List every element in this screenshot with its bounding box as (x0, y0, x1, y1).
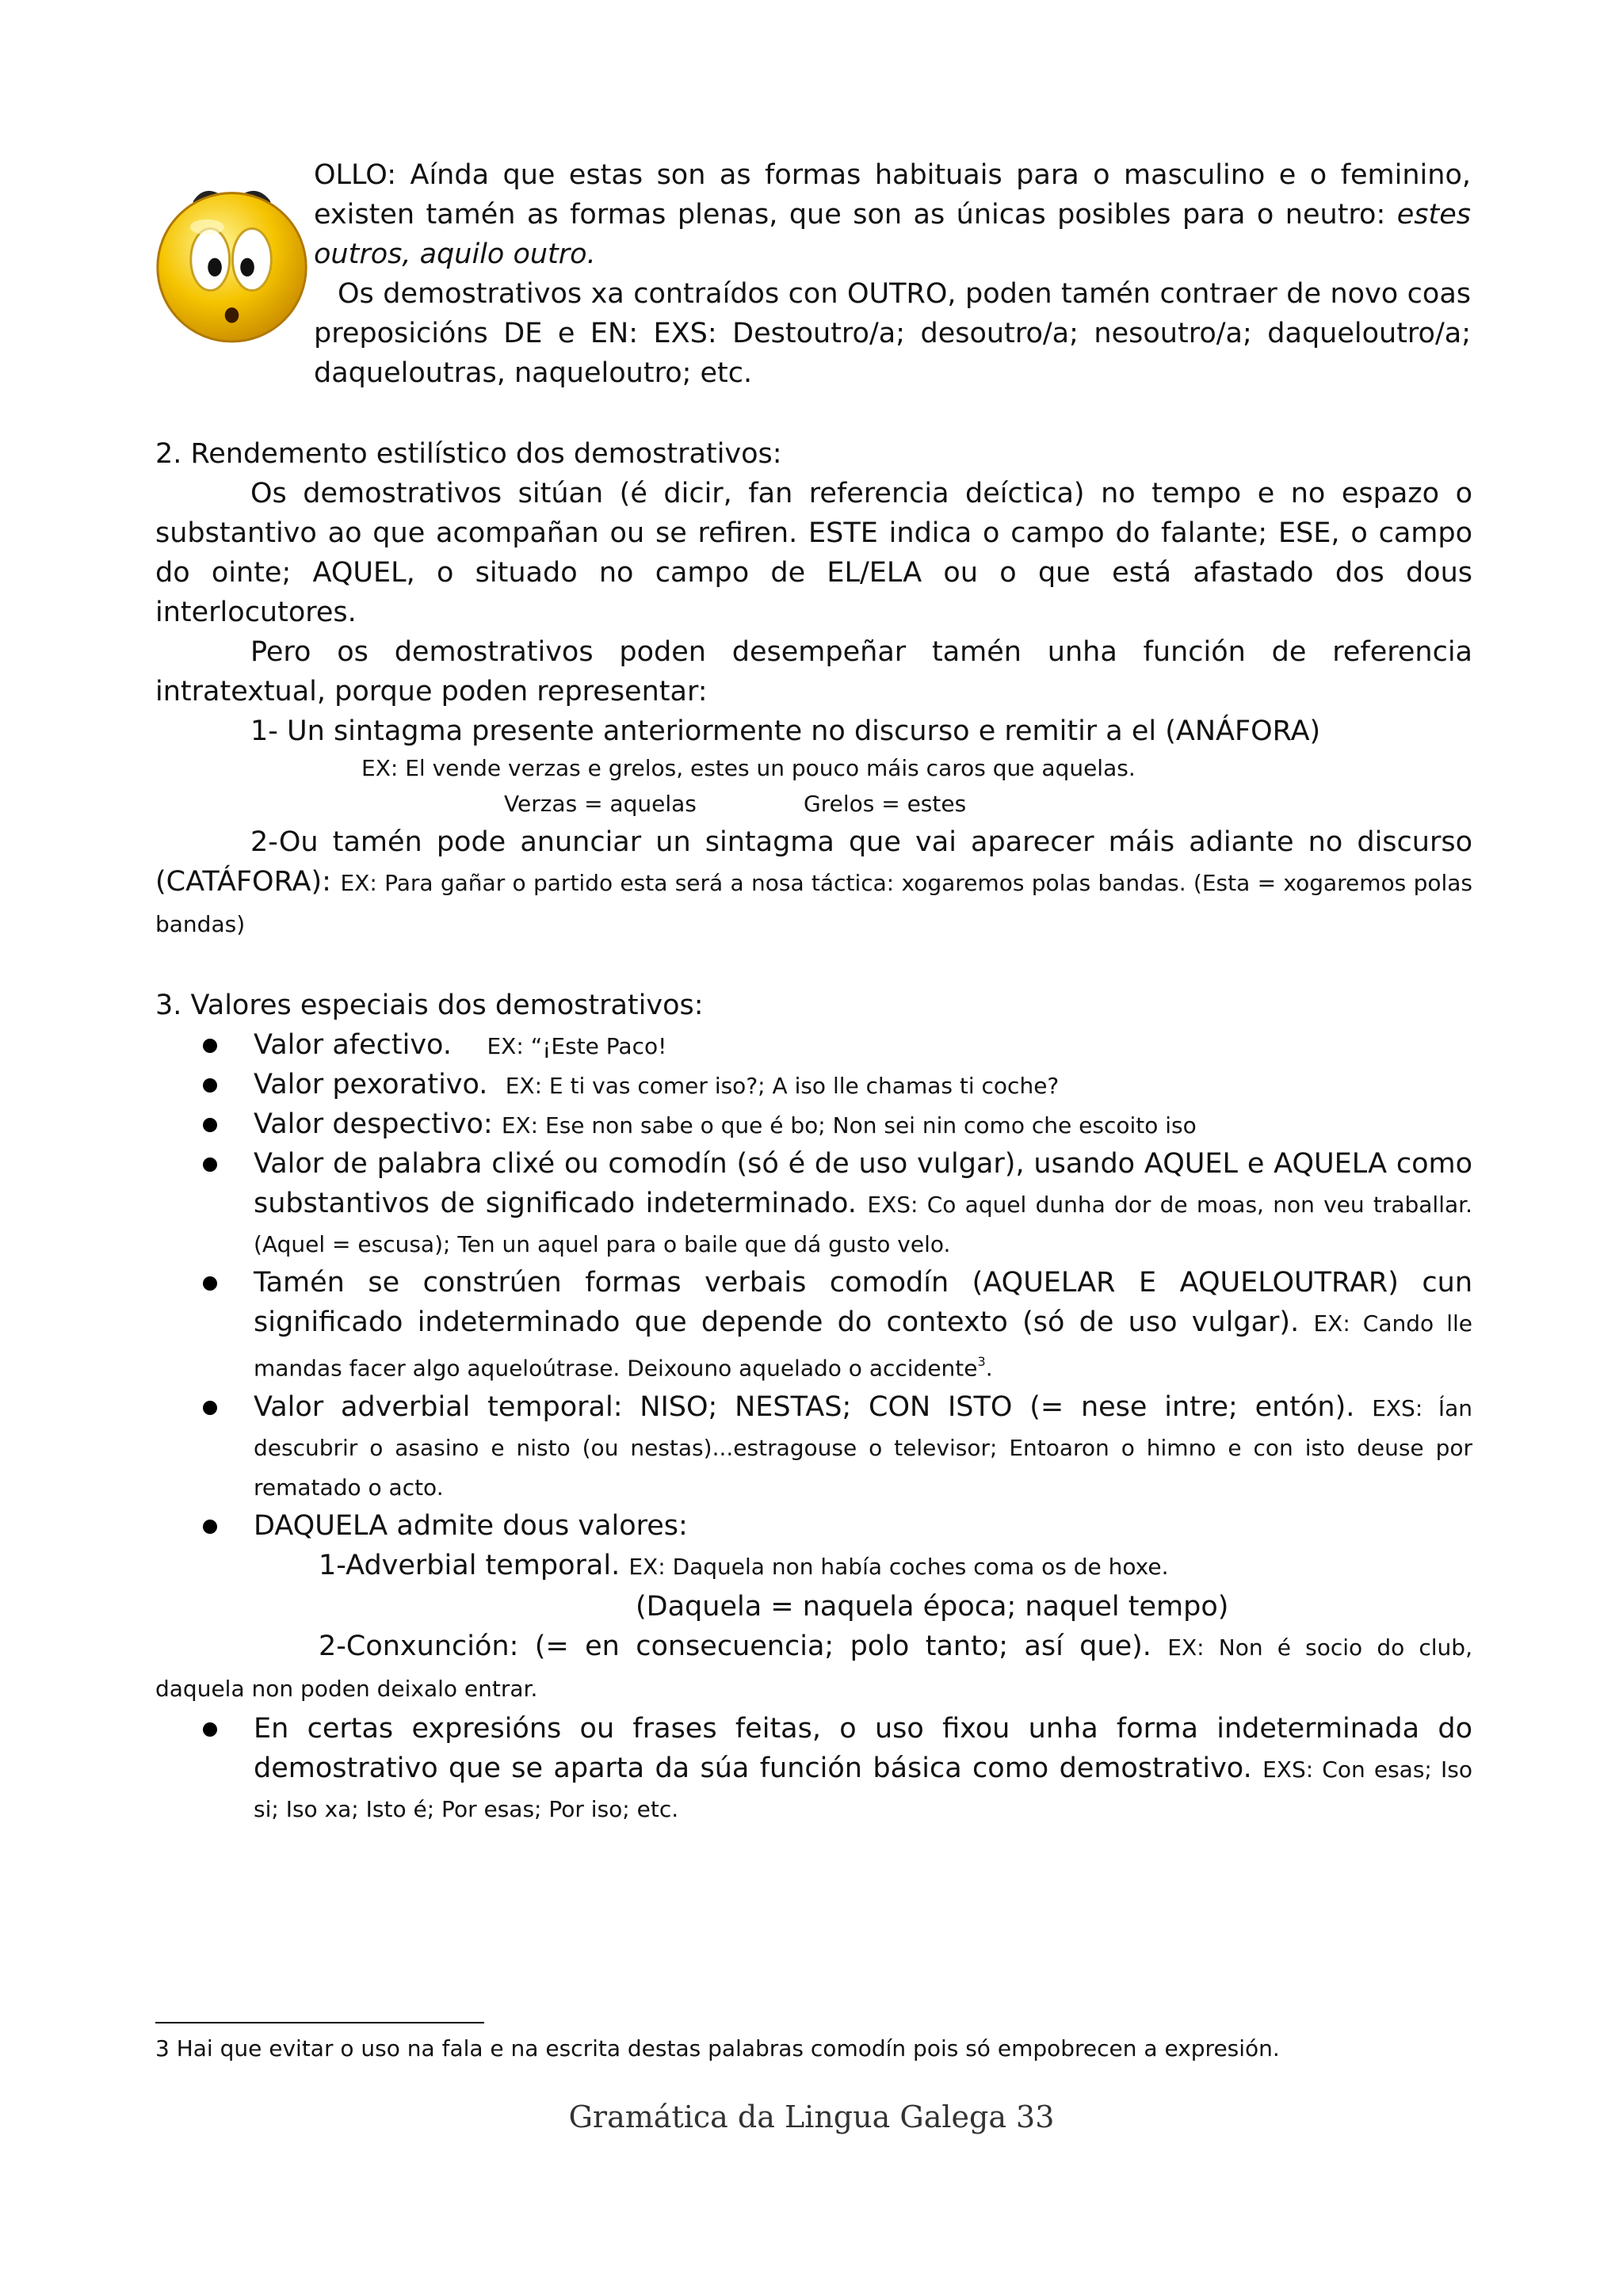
footnote-divider (155, 2022, 484, 2023)
equivalence-grelos: Grelos = estes (804, 791, 967, 817)
section-2-paragraph-2: Pero os demostrativos poden desempeñar tamén unha función de referencia intratextual, porque poden representar: (155, 636, 1472, 707)
daquela-value-2 (155, 1627, 1472, 1709)
list-item (155, 1025, 1472, 1065)
value-example: EX: E ti vas comer iso?; A iso lle chamas ti coche? (505, 1073, 1060, 1099)
section-3 (155, 986, 1472, 1828)
value-label: En certas expresións ou frases feitas, o uso fixou unha forma indeterminada do demostrativo que se aparta da súa función básica como demostrativo. (254, 1712, 1472, 1784)
catafora-example: EX: Para gañar o partido esta será a nosa táctica: xogaremos polas bandas. (Esta = xogaremos polas bandas) (155, 870, 1472, 937)
section-2 (155, 434, 1472, 944)
list-item (155, 1709, 1472, 1828)
catafora-text: 2-Ou tamén pode anunciar un sintagma que vai aparecer máis adiante no discurso (CATÁFORA): (155, 826, 1472, 898)
value-example: EX: Ese non sabe o que é bo; Non sei nin como che escoito iso (501, 1112, 1197, 1138)
page-footer: Gramática da Lingua Galega 33 (568, 2100, 1055, 2134)
value-label: 2-Conxunción: (= en consecuencia; polo tanto; así que). (319, 1630, 1151, 1662)
value-label: Valor pexorativo. (254, 1069, 488, 1100)
anafora-equivalences (155, 786, 1472, 822)
value-example: EX: Non é socio do club, daquela non poden deixalo entrar. (155, 1634, 1472, 1702)
daquela-value-1 (155, 1546, 1472, 1587)
anafora-example: EX: El vende verzas e grelos, estes un pouco máis caros que aquelas. (361, 755, 1136, 781)
value-example: EXS: Con esas; Iso si; Iso xa; Isto é; Por esas; Por iso; etc. (254, 1756, 1472, 1822)
value-label: Valor adverbial temporal: NISO; NESTAS; CON ISTO (= nese intre; entón). (254, 1390, 1355, 1423)
value-example: EXS: Ían descubrir o asasino e nisto (ou nestas)...estragouse o televisor; Entoaron o himno e con isto deuse por rematado o acto. (254, 1394, 1472, 1501)
daquela-equivalence: (Daquela = naquela época; naquel tempo) (636, 1590, 1229, 1623)
anafora-item: 1- Un sintagma presente anteriormente no discurso e remitir a el (ANÁFORA) (250, 715, 1321, 747)
list-item (155, 1104, 1472, 1144)
catafora-item (155, 822, 1472, 944)
value-example: EX: Cando lle mandas facer algo aqueloútrase. Deixouno aquelado o accidente (254, 1310, 1472, 1382)
footnote-ref: 3 (977, 1354, 986, 1369)
note-p1-italic: estes outros, aquilo outro. (314, 199, 1471, 270)
section-2-heading: 2. Rendemento estilístico dos demostrativos: (155, 438, 782, 470)
note-p1-text: OLLO: Aínda que estas son as formas habituais para o masculino e o feminino, existen tamén as formas plenas, que son as únicas posibles para o neutro: (314, 159, 1471, 231)
value-example: EX: “¡Este Paco! (487, 1033, 667, 1059)
list-item (155, 1065, 1472, 1104)
list-item (155, 1506, 1472, 1546)
values-list-continued (155, 1709, 1472, 1828)
page-content (155, 155, 1472, 1828)
list-item: Tamén se constrúen formas verbais comodín (AQUELAR E AQUELOUTRAR) cun significado indeterminado que depende do contexto (só de uso vulgar). EX: Cando lle mandas facer algo aqueloútrase. Deixouno aquelado o accidente$^3$. (155, 1263, 1472, 1387)
note-paragraph-2: Os demostrativos xa contraídos con OUTRO, poden tamén contraer de novo coas preposicións DE e EN: EXS: Destoutro/a; desoutro/a; nesoutro/a; daqueloutro/a; daqueloutras, naqueloutro; etc. (314, 278, 1471, 389)
footnote: 3 Hai que evitar o uso na fala e na escrita destas palabras comodín pois só empobrecen a expresión. (155, 2035, 1280, 2061)
list-item (155, 1144, 1472, 1263)
equivalence-verzas: Verzas = aquelas (504, 791, 697, 817)
ollo-note (155, 155, 1472, 393)
value-label: Valor afectivo. (254, 1029, 452, 1061)
value-example: EXS: Co aquel dunha dor de moas, non veu traballar. (Aquel = escusa); Ten un aquel para o baile que dá gusto velo. (254, 1192, 1472, 1257)
value-label: 1-Adverbial temporal. (319, 1549, 621, 1581)
list-item (155, 1387, 1472, 1506)
section-3-heading: 3. Valores especiais dos demostrativos: (155, 990, 704, 1021)
section-2-paragraph-1: Os demostrativos sitúan (é dicir, fan referencia deíctica) no tempo e no espazo o substantivo ao que acompañan ou se refiren. ESTE indica o campo do falante; ESE, o campo do ointe; AQUEL, o situado no campo de EL/ELA ou o que está afastado dos dous interlocutores. (155, 478, 1472, 628)
worried-smiley-icon (151, 173, 314, 351)
value-example: EX: Daquela non había coches coma os de hoxe. (628, 1553, 1169, 1580)
value-label: Tamén se constrúen formas verbais comodín (AQUELAR E AQUELOUTRAR) cun significado indeterminado que depende do contexto (só de uso vulgar). (254, 1267, 1472, 1338)
value-label: Valor despectivo: (254, 1108, 493, 1140)
value-label: Valor de palabra clixé ou comodín (só é de uso vulgar), usando AQUEL e AQUELA como substantivos de significado indeterminado. (254, 1148, 1472, 1219)
value-label: DAQUELA admite dous valores: (254, 1509, 688, 1542)
note-paragraph-1 (314, 155, 1471, 274)
values-list (155, 1025, 1472, 1546)
